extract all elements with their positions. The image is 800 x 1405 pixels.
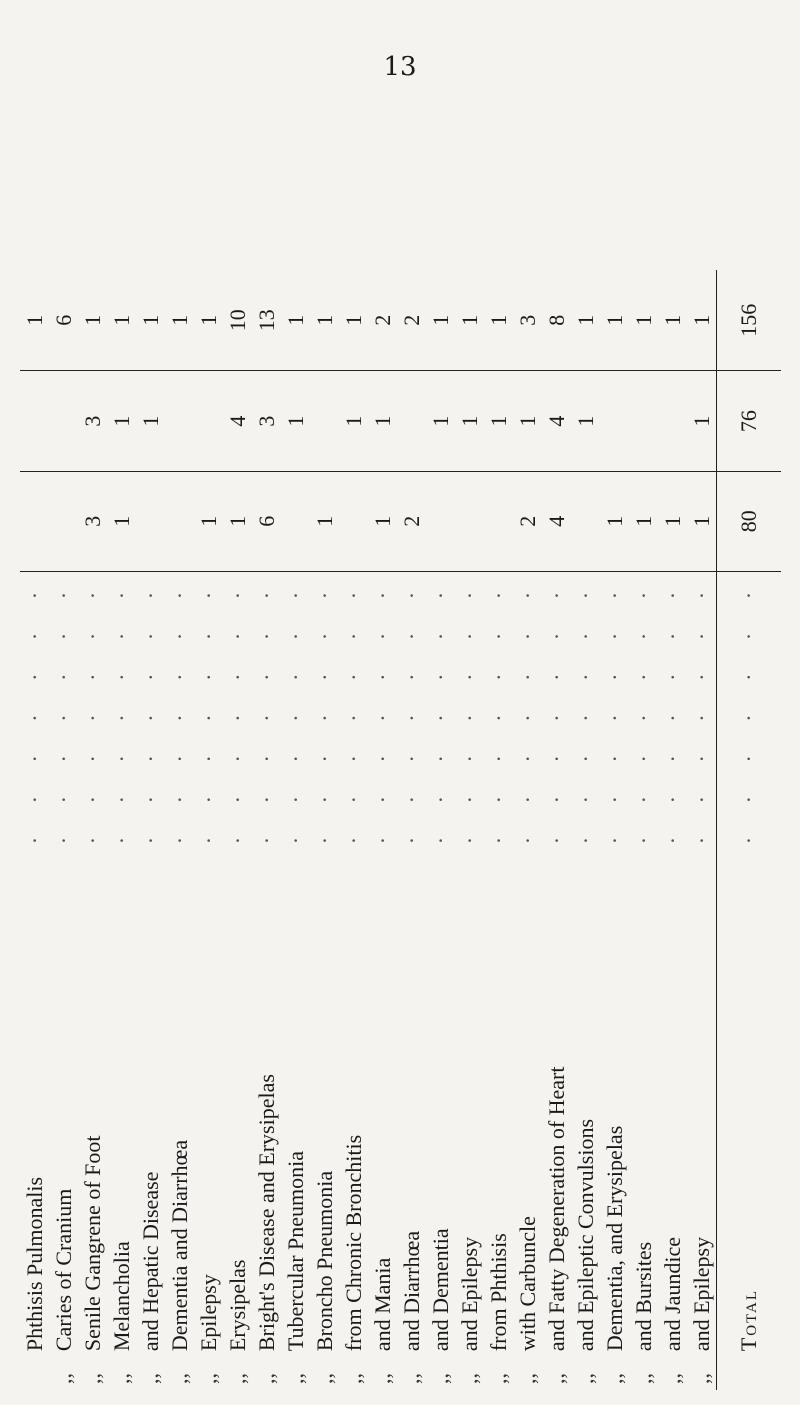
count-cell-1 <box>455 471 484 571</box>
cause-label: and Jaundice <box>660 1236 685 1352</box>
leader-dots: · · · · · · · <box>167 577 192 845</box>
leader-dots: · · · · · · · <box>544 577 569 845</box>
count-cell-3: 13 <box>252 270 281 371</box>
count-cell-2: 4 <box>542 371 571 471</box>
table-row <box>600 270 629 1390</box>
cause-label: and Hepatic Disease <box>138 1171 163 1352</box>
ditto-mark: ,, <box>370 1373 395 1384</box>
ditto-mark: ,, <box>457 1373 482 1384</box>
cause-label: from Chronic Bronchitis <box>341 1134 366 1352</box>
leader-dots: · · · · · · · <box>80 577 105 845</box>
count-cell-3: 1 <box>687 270 717 371</box>
ditto-mark: ,, <box>689 1373 714 1384</box>
table-row <box>165 270 194 1390</box>
count-cell-3: 1 <box>107 270 136 371</box>
count-cell-1: 1 <box>310 471 339 571</box>
count-cell-3: 1 <box>20 270 49 371</box>
cause-label: Erysipelas <box>225 1259 250 1352</box>
count-cell-1: 1 <box>687 471 717 571</box>
count-cell-2 <box>658 371 687 471</box>
table-row <box>194 270 223 1390</box>
cause-label: and Epilepsy <box>457 1236 482 1352</box>
table-row <box>281 270 310 1390</box>
count-cell-1: 80 <box>717 471 782 571</box>
count-cell-3: 1 <box>339 270 368 371</box>
ditto-mark: ,, <box>515 1373 540 1384</box>
count-cell-1: 4 <box>542 471 571 571</box>
count-cell-2: 1 <box>339 371 368 471</box>
page-number: 13 <box>383 52 417 82</box>
cause-label: from Phthisis <box>486 1233 511 1352</box>
ditto-mark: ,, <box>167 1373 192 1384</box>
table-row <box>455 270 484 1390</box>
leader-dots: · · · · · · · <box>631 577 656 845</box>
count-cell-3: 1 <box>136 270 165 371</box>
ditto-mark: ,, <box>486 1373 511 1384</box>
ditto-mark: ,, <box>51 1373 76 1384</box>
total-row <box>717 270 782 1390</box>
count-cell-3: 2 <box>368 270 397 371</box>
table-row <box>687 270 717 1390</box>
cause-label: with Carbuncle <box>515 1216 540 1352</box>
count-cell-3: 1 <box>78 270 107 371</box>
cause-label: and Epileptic Convulsions <box>573 1118 598 1352</box>
count-cell-2 <box>20 371 49 471</box>
leader-dots: · · · · · · · <box>341 577 366 845</box>
ditto-mark: ,, <box>399 1373 424 1384</box>
cause-label: Melancholia <box>109 1241 134 1352</box>
ditto-mark <box>717 1357 782 1390</box>
table-row <box>310 270 339 1390</box>
cause-label: Caries of Cranium <box>51 1188 76 1352</box>
count-cell-3: 2 <box>397 270 426 371</box>
leader-dots: · · · · · · · <box>515 577 540 845</box>
count-cell-2 <box>49 371 78 471</box>
table-row <box>397 270 426 1390</box>
count-cell-3: 156 <box>717 270 782 371</box>
ditto-mark: ,, <box>283 1373 308 1384</box>
cause-label: and Dementia <box>428 1228 453 1352</box>
leader-dots: · · · · · · · <box>602 577 627 845</box>
count-cell-3: 1 <box>310 270 339 371</box>
count-cell-2 <box>310 371 339 471</box>
leader-dots: · · · · · · · <box>225 577 250 845</box>
ditto-mark: ,, <box>312 1373 337 1384</box>
leader-dots: · · · · · · · <box>660 577 685 845</box>
count-cell-1 <box>571 471 600 571</box>
count-cell-1 <box>281 471 310 571</box>
count-cell-3: 1 <box>165 270 194 371</box>
ditto-mark: ,, <box>80 1373 105 1384</box>
count-cell-2: 1 <box>281 371 310 471</box>
count-cell-1 <box>49 471 78 571</box>
count-cell-1: 1 <box>600 471 629 571</box>
count-cell-1: 6 <box>252 471 281 571</box>
count-cell-2: 1 <box>513 371 542 471</box>
cause-label: and Epilepsy <box>689 1236 714 1352</box>
ditto-mark: ,, <box>196 1373 221 1384</box>
count-cell-3: 1 <box>571 270 600 371</box>
count-cell-2 <box>600 371 629 471</box>
count-cell-2: 3 <box>252 371 281 471</box>
ditto-mark <box>20 1357 49 1390</box>
count-cell-1: 1 <box>194 471 223 571</box>
leader-dots: · · · · · · · <box>689 577 714 845</box>
count-cell-3: 1 <box>600 270 629 371</box>
cause-label: Tubercular Pneumonia <box>283 1150 308 1352</box>
count-cell-2 <box>397 371 426 471</box>
count-cell-2: 1 <box>571 371 600 471</box>
count-cell-3: 3 <box>513 270 542 371</box>
count-cell-1 <box>165 471 194 571</box>
table-row <box>629 270 658 1390</box>
count-cell-3: 1 <box>484 270 513 371</box>
count-cell-3: 1 <box>426 270 455 371</box>
cause-of-death-table <box>20 270 781 1390</box>
leader-dots: · · · · · · · <box>51 577 76 845</box>
leader-dots: · · · · · · · <box>22 577 47 845</box>
count-cell-2: 1 <box>136 371 165 471</box>
cause-label: Bright's Disease and Erysipelas <box>254 1074 279 1352</box>
count-cell-1 <box>136 471 165 571</box>
leader-dots: · · · · · · · <box>717 571 782 850</box>
cause-label: Broncho Pneumonia <box>312 1170 337 1352</box>
ditto-mark: ,, <box>573 1373 598 1384</box>
ditto-mark: ,, <box>138 1373 163 1384</box>
table-row <box>368 270 397 1390</box>
leader-dots: · · · · · · · <box>486 577 511 845</box>
leader-dots: · · · · · · · <box>312 577 337 845</box>
cause-label: and Mania <box>370 1257 395 1352</box>
cause-label: Phthisis Pulmonalis <box>22 1176 47 1352</box>
count-cell-3: 1 <box>658 270 687 371</box>
ditto-mark: ,, <box>341 1373 366 1384</box>
cause-label: Dementia and Diarrhœa <box>167 1139 192 1352</box>
count-cell-2: 76 <box>717 371 782 471</box>
count-cell-2: 1 <box>368 371 397 471</box>
ditto-mark: ,, <box>428 1373 453 1384</box>
count-cell-2: 1 <box>455 371 484 471</box>
ditto-mark: ,, <box>254 1373 279 1384</box>
count-cell-3: 8 <box>542 270 571 371</box>
count-cell-3: 6 <box>49 270 78 371</box>
count-cell-1: 1 <box>368 471 397 571</box>
table-row <box>513 270 542 1390</box>
count-cell-1: 1 <box>629 471 658 571</box>
mortality-table <box>20 270 780 1390</box>
table-row <box>571 270 600 1390</box>
leader-dots: · · · · · · · <box>573 577 598 845</box>
cause-label: Senile Gangrene of Foot <box>80 1135 105 1352</box>
leader-dots: · · · · · · · <box>196 577 221 845</box>
table-row <box>426 270 455 1390</box>
leader-dots: · · · · · · · <box>283 577 308 845</box>
count-cell-2 <box>165 371 194 471</box>
count-cell-2 <box>629 371 658 471</box>
count-cell-2: 3 <box>78 371 107 471</box>
count-cell-2: 1 <box>426 371 455 471</box>
ditto-mark: ,, <box>225 1373 250 1384</box>
ditto-mark: ,, <box>544 1373 569 1384</box>
count-cell-3: 1 <box>194 270 223 371</box>
leader-dots: · · · · · · · <box>370 577 395 845</box>
table-row <box>223 270 252 1390</box>
leader-dots: · · · · · · · <box>109 577 134 845</box>
count-cell-3: 10 <box>223 270 252 371</box>
ditto-mark: ,, <box>602 1373 627 1384</box>
count-cell-2: 1 <box>687 371 717 471</box>
table-row <box>78 270 107 1390</box>
count-cell-2: 4 <box>223 371 252 471</box>
leader-dots: · · · · · · · <box>254 577 279 845</box>
cause-label: and Diarrhœa <box>399 1230 424 1352</box>
count-cell-3: 1 <box>629 270 658 371</box>
count-cell-1: 1 <box>658 471 687 571</box>
count-cell-1: 1 <box>107 471 136 571</box>
leader-dots: · · · · · · · <box>138 577 163 845</box>
leader-dots: · · · · · · · <box>457 577 482 845</box>
cause-label: Dementia, and Erysipelas <box>602 1125 627 1352</box>
total-label: Total <box>717 850 782 1357</box>
count-cell-1 <box>339 471 368 571</box>
ditto-mark: ,, <box>660 1373 685 1384</box>
count-cell-1 <box>484 471 513 571</box>
table-row <box>49 270 78 1390</box>
count-cell-1: 2 <box>513 471 542 571</box>
table-row <box>20 270 49 1390</box>
cause-label: Epilepsy <box>196 1274 221 1352</box>
cause-label: and Bursites <box>631 1241 656 1352</box>
leader-dots: · · · · · · · <box>428 577 453 845</box>
table-row <box>484 270 513 1390</box>
table-row <box>542 270 571 1390</box>
ditto-mark: ,, <box>109 1373 134 1384</box>
leader-dots: · · · · · · · <box>399 577 424 845</box>
count-cell-1: 2 <box>397 471 426 571</box>
count-cell-1 <box>426 471 455 571</box>
count-cell-3: 1 <box>281 270 310 371</box>
table-row <box>252 270 281 1390</box>
count-cell-2 <box>194 371 223 471</box>
ditto-mark: ,, <box>631 1373 656 1384</box>
count-cell-1: 3 <box>78 471 107 571</box>
table-row <box>136 270 165 1390</box>
count-cell-1: 1 <box>223 471 252 571</box>
table-row <box>339 270 368 1390</box>
count-cell-2: 1 <box>484 371 513 471</box>
count-cell-2: 1 <box>107 371 136 471</box>
table-row <box>658 270 687 1390</box>
count-cell-3: 1 <box>455 270 484 371</box>
cause-label: and Fatty Degeneration of Heart <box>544 1066 569 1352</box>
count-cell-1 <box>20 471 49 571</box>
table-row <box>107 270 136 1390</box>
table-body <box>20 270 781 1390</box>
